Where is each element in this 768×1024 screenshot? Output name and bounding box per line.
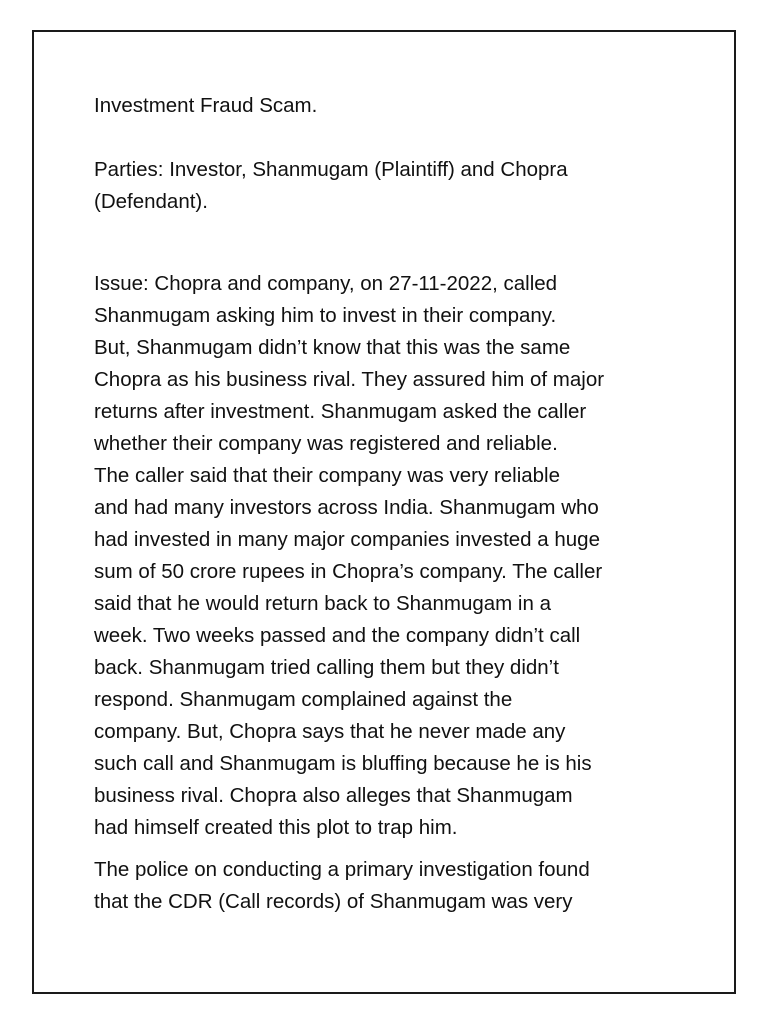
issue-line: respond. Shanmugam complained against the	[94, 688, 513, 711]
page-frame	[32, 30, 736, 994]
issue-line: But, Shanmugam didn’t know that this was the same	[94, 336, 571, 359]
issue-line: had invested in many major companies invested a huge	[94, 528, 600, 551]
police-line: The police on conducting a primary investigation found	[94, 858, 590, 881]
parties-paragraph	[94, 154, 694, 218]
issue-line: returns after investment. Shanmugam asked the caller	[94, 400, 587, 423]
parties-line: (Defendant).	[94, 190, 208, 213]
document-title	[94, 90, 694, 122]
issue-line: back. Shanmugam tried calling them but they didn’t	[94, 656, 559, 679]
document-body	[94, 90, 694, 918]
police-paragraph	[94, 854, 694, 918]
issue-line: such call and Shanmugam is bluffing because he is his	[94, 752, 592, 775]
parties-line: Parties: Investor, Shanmugam (Plaintiff) and Chopra	[94, 158, 568, 181]
issue-line: Chopra as his business rival. They assured him of major	[94, 368, 605, 391]
issue-line: week. Two weeks passed and the company didn’t call	[94, 624, 581, 647]
issue-line: whether their company was registered and reliable.	[94, 432, 558, 455]
issue-line: had himself created this plot to trap him.	[94, 816, 458, 839]
issue-line: Issue: Chopra and company, on 27-11-2022, called	[94, 272, 558, 295]
issue-line: Shanmugam asking him to invest in their company.	[94, 304, 557, 327]
issue-line: company. But, Chopra says that he never made any	[94, 720, 566, 743]
issue-line: said that he would return back to Shanmugam in a	[94, 592, 551, 615]
police-line: that the CDR (Call records) of Shanmugam was very	[94, 890, 573, 913]
issue-line: business rival. Chopra also alleges that Shanmugam	[94, 784, 573, 807]
issue-paragraph	[94, 268, 694, 844]
issue-line: sum of 50 crore rupees in Chopra’s company. The caller	[94, 560, 603, 583]
issue-line: The caller said that their company was very reliable	[94, 464, 561, 487]
issue-line: and had many investors across India. Shanmugam who	[94, 496, 599, 519]
title-line: Investment Fraud Scam.	[94, 94, 318, 117]
